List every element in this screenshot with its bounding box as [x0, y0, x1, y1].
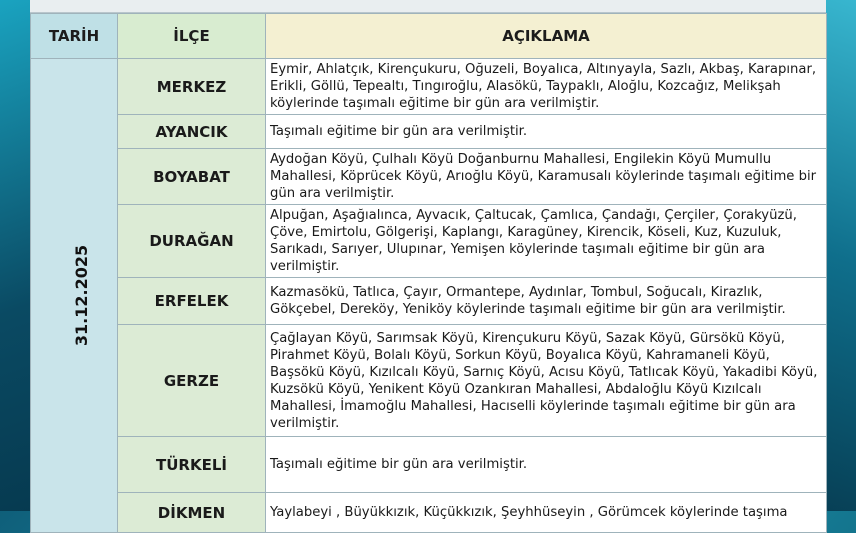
- aciklama-cell: Yaylabeyi , Büyükkızık, Küçükkızık, Şeyhhüseyin , Görümcek köylerinde taşıma: [266, 493, 827, 533]
- schedule-table: [30, 13, 827, 533]
- header-tarih: TARİH: [31, 14, 118, 59]
- table-row: [31, 325, 827, 437]
- ilce-cell: AYANCIK: [118, 115, 266, 149]
- ilce-cell: GERZE: [118, 325, 266, 437]
- ilce-cell: TÜRKELİ: [118, 437, 266, 493]
- table-row: [31, 493, 827, 533]
- ilce-cell: ERFELEK: [118, 278, 266, 325]
- aciklama-cell: Alpuğan, Aşağıalınca, Ayvacık, Çaltucak, Çamlıca, Çandağı, Çerçiler, Çorakyüzü, Çöve, Emirtolu, Gölgerişi, Kaplangı, Karagüney, Kirencik, Köseli, Kuz, Kuzuluk, Sarıkadı, Sarıyer, Ulupınar, Yemişen köylerinde taşımalı eğitime bir gün ara verilmiştir.: [266, 205, 827, 278]
- ilce-cell: MERKEZ: [118, 59, 266, 115]
- header-aciklama: AÇIKLAMA: [266, 14, 827, 59]
- table-row: [31, 437, 827, 493]
- aciklama-cell: Taşımalı eğitime bir gün ara verilmiştir.: [266, 437, 827, 493]
- ilce-cell: DURAĞAN: [118, 205, 266, 278]
- table-row: [31, 205, 827, 278]
- ilce-cell: BOYABAT: [118, 149, 266, 205]
- header-ilce: İLÇE: [118, 14, 266, 59]
- table-row: [31, 115, 827, 149]
- table-row: [31, 278, 827, 325]
- aciklama-cell: Eymir, Ahlatçık, Kirençukuru, Oğuzeli, Boyalıca, Altınyayla, Sazlı, Akbaş, Karapınar, Erikli, Göllü, Tepealtı, Tıngıroğlu, Alasökü, Taypaklı, Aloğlu, Kozcağız, Melikşah köylerinde taşımalı eğitime bir gün ara verilmiştir.: [266, 59, 827, 115]
- date-cell: [31, 59, 118, 533]
- aciklama-cell: Kazmasökü, Tatlıca, Çayır, Ormantepe, Aydınlar, Tombul, Soğucalı, Kirazlık, Gökçebel, Dereköy, Yeniköy köylerinde taşımalı eğitime bir gün ara verilmiştir.: [266, 278, 827, 325]
- aciklama-cell: Aydoğan Köyü, Çulhalı Köyü Doğanburnu Mahallesi, Engilekin Köyü Mumullu Mahallesi, Köprücek Köyü, Arıoğlu Köyü, Karamusalı köylerinde taşımalı eğitime bir gün ara verilmiştir.: [266, 149, 827, 205]
- header-row: [31, 14, 827, 59]
- table-row: [31, 149, 827, 205]
- date-text: 31.12.2025: [72, 244, 92, 347]
- aciklama-cell: Taşımalı eğitime bir gün ara verilmiştir.: [266, 115, 827, 149]
- ilce-cell: DİKMEN: [118, 493, 266, 533]
- table-row: [31, 59, 827, 115]
- top-banner: [30, 0, 826, 13]
- aciklama-cell: Çağlayan Köyü, Sarımsak Köyü, Kirençukuru Köyü, Sazak Köyü, Gürsökü Köyü, Pirahmet Köyü, Bolalı Köyü, Sorkun Köyü, Boyalıca Köyü, Kahramaneli Köyü, Başsökü Köyü, Kızılcalı Köyü, Sarnıç Köyü, Acısu Köyü, Tatlıcak Köyü, Yakadibi Köyü, Kuzsökü Köyü, Yenikent Köyü Ozankıran Mahallesi, Abdaloğlu Köyü Kızılcalı Mahallesi, İmamoğlu Mahallesi, Hacıselli köylerinde taşımalı eğitime bir gün ara verilmiştir.: [266, 325, 827, 437]
